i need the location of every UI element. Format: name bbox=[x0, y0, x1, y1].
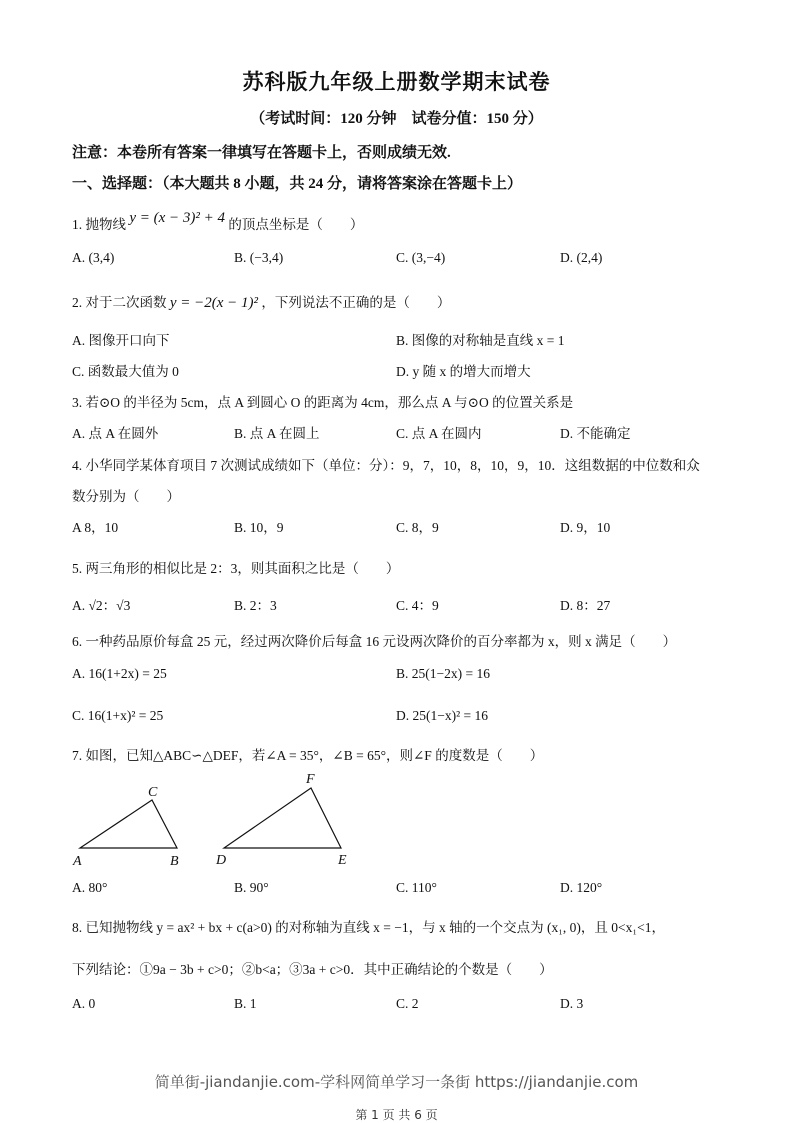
label-c: C bbox=[148, 785, 158, 800]
question-8-line-2: 下列结论：①9a − 3b + c>0；②b<a；③3a + c>0．其中正确结论的个数是（ ） bbox=[72, 962, 553, 977]
option-b: B. 10，9 bbox=[234, 520, 284, 535]
question-6: 6. 一种药品原价每盒 25 元，经过两次降价后每盒 16 元设两次降价的百分率都为 x，则 x 满足（ ） bbox=[72, 634, 677, 649]
option-b: B. 25(1−2x) = 16 bbox=[396, 666, 490, 681]
option-a: A. 图像开口向下 bbox=[72, 333, 170, 348]
watermark-footer: 简单街-jiandanjie.com-学科网简单学习一条街 https://jiandanjie.com bbox=[154, 1073, 639, 1091]
notice: 注意：本卷所有答案一律填写在答题卡上，否则成绩无效. bbox=[72, 145, 451, 161]
option-a: A. (3,4) bbox=[72, 250, 115, 265]
option-d: D. 8：27 bbox=[560, 598, 611, 613]
option-a: A. 80° bbox=[72, 880, 108, 895]
question-4-line-2: 数分别为（ ） bbox=[72, 489, 180, 504]
option-a: A 8，10 bbox=[72, 520, 119, 535]
question-5: 5. 两三角形的相似比是 2：3，则其面积之比是（ ） bbox=[72, 561, 400, 576]
option-a: A. 0 bbox=[72, 996, 96, 1011]
similar-triangles-figure bbox=[60, 765, 380, 875]
option-c: C. 110° bbox=[396, 880, 437, 895]
option-c: C. 函数最大值为 0 bbox=[72, 364, 179, 379]
option-c: C. 8，9 bbox=[396, 520, 439, 535]
question-2 bbox=[72, 291, 450, 312]
exam-info: （考试时间：120 分钟 试卷分值：150 分） bbox=[250, 111, 543, 127]
label-b: B bbox=[170, 854, 179, 869]
label-e: E bbox=[338, 853, 347, 868]
page-title: 苏科版九年级上册数学期末试卷 bbox=[242, 70, 551, 94]
option-a: A. 16(1+2x) = 25 bbox=[72, 666, 167, 681]
section-heading: 一、选择题：（本大题共 8 小题，共 24 分，请将答案涂在答题卡上） bbox=[72, 176, 523, 192]
label-d: D bbox=[216, 853, 227, 868]
question-3: 3. 若⊙O 的半径为 5cm，点 A 到圆心 O 的距离为 4cm，那么点 A 与⊙O 的位置关系是 bbox=[72, 395, 574, 410]
question-stem: 1. 抛物线 bbox=[72, 217, 126, 232]
label-a: A bbox=[73, 854, 82, 869]
option-d: D. 120° bbox=[560, 880, 603, 895]
option-c: C. 4：9 bbox=[396, 598, 439, 613]
page-number: 第 1 页 共 6 页 bbox=[355, 1108, 438, 1122]
label-f: F bbox=[306, 772, 315, 787]
option-b: B. 2：3 bbox=[234, 598, 277, 613]
option-c: C. (3,−4) bbox=[396, 250, 446, 265]
option-b: B. 1 bbox=[234, 996, 257, 1011]
question-math: y = (x − 3)² + 4 bbox=[129, 210, 226, 226]
option-a: A. √2：√3 bbox=[72, 598, 131, 613]
question-1 bbox=[72, 210, 364, 234]
question-stem: 的顶点坐标是（ ） bbox=[228, 217, 364, 232]
option-c: C. 点 A 在圆内 bbox=[396, 426, 482, 441]
option-c: C. 16(1+x)² = 25 bbox=[72, 708, 164, 723]
option-d: D. y 随 x 的增大而增大 bbox=[396, 364, 531, 379]
option-d: D. 25(1−x)² = 16 bbox=[396, 708, 489, 723]
option-c: C. 2 bbox=[396, 996, 419, 1011]
question-7: 7. 如图，已知△ABC∽△DEF，若∠A = 35°，∠B = 65°，则∠F 的度数是（ ） bbox=[72, 748, 544, 763]
option-d: D. (2,4) bbox=[560, 250, 603, 265]
option-b: B. 图像的对称轴是直线 x = 1 bbox=[396, 333, 565, 348]
question-4: 4. 小华同学某体育项目 7 次测试成绩如下（单位：分）：9，7，10，8，10，9，10．这组数据的中位数和众 bbox=[72, 458, 700, 473]
option-b: B. 90° bbox=[234, 880, 269, 895]
option-d: D. 3 bbox=[560, 996, 584, 1011]
triangle-abc bbox=[72, 785, 179, 869]
question-stem: 2. 对于二次函数 bbox=[72, 295, 167, 310]
question-stem: ，下列说法不正确的是（ ） bbox=[261, 295, 451, 310]
question-math: y = −2(x − 1)² bbox=[169, 295, 259, 311]
option-b: B. 点 A 在圆上 bbox=[234, 426, 320, 441]
option-b: B. (−3,4) bbox=[234, 250, 284, 265]
option-a: A. 点 A 在圆外 bbox=[72, 426, 159, 441]
question-8: 8. 已知抛物线 y = ax² + bx + c(a>0) 的对称轴为直线 x = −1，与 x 轴的一个交点为 (x₁, 0)，且 0<x₁<1， bbox=[72, 920, 665, 935]
option-d: D. 不能确定 bbox=[560, 426, 631, 441]
triangle-def bbox=[215, 772, 347, 868]
option-d: D. 9，10 bbox=[560, 520, 611, 535]
